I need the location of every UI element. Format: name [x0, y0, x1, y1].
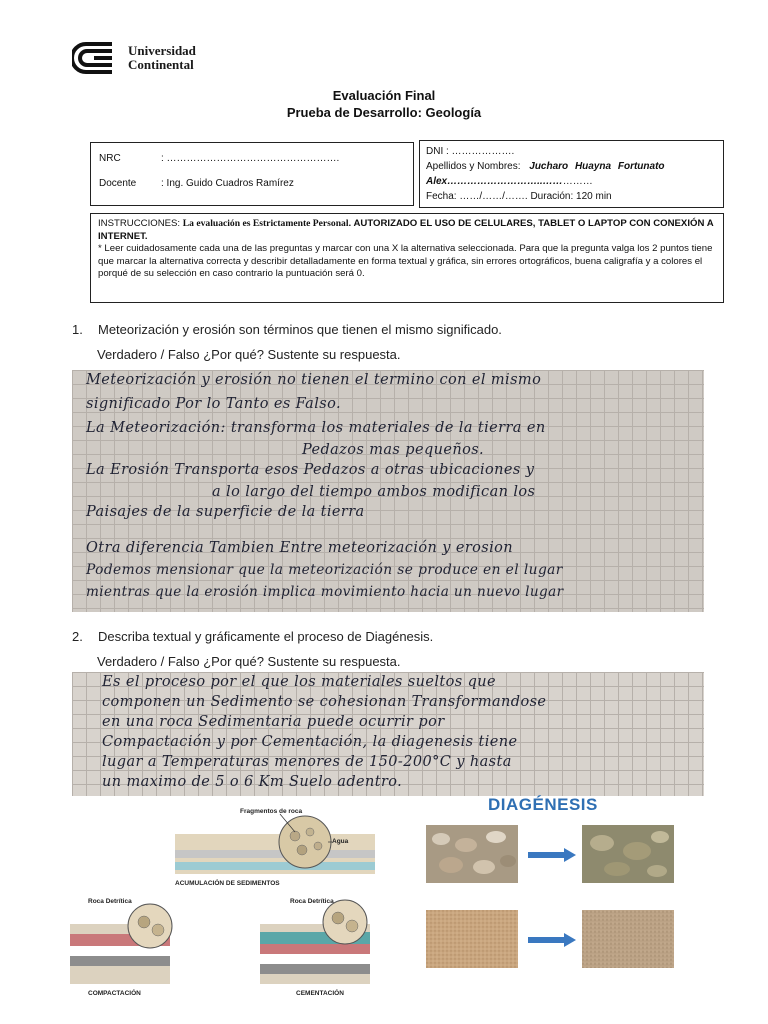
compaction-zoom — [128, 904, 172, 948]
nrc-label: NRC — [99, 153, 121, 164]
water-label: Agua — [332, 838, 349, 845]
sediment-layer — [175, 850, 375, 858]
dni-field: DNI : ………………. — [426, 146, 515, 157]
instructions-box — [90, 213, 724, 303]
answer-2-line: Compactación y por Cementación, la diagenesis tiene — [102, 734, 518, 750]
answer-2-line: lugar a Temperaturas menores de 150-200°C y hasta — [102, 754, 512, 770]
nrc-row — [99, 153, 405, 164]
docente-row — [99, 178, 405, 189]
answer-1-line: Pedazos mas pequeños. — [302, 442, 485, 458]
fragments-label: Fragmentos de roca — [240, 808, 303, 815]
apellidos-label: Apellidos y Nombres: — [426, 161, 521, 172]
university-logo — [72, 40, 196, 76]
answer-2-photo — [72, 672, 704, 796]
document-title: Evaluación Final — [332, 88, 436, 103]
sediment-diagram — [70, 806, 400, 1016]
alex-name: Alex………………………..…… — [426, 176, 563, 187]
arrow-right-icon — [528, 933, 576, 947]
cementation-layer — [260, 954, 370, 964]
question-1-text: Meteorización y erosión son términos que tienen el mismo significado. — [98, 322, 502, 337]
answer-2-line: componen un Sedimento se cohesionan Transformandose — [102, 694, 547, 710]
student-info-box — [419, 140, 724, 208]
logo-line1: Universidad — [128, 43, 196, 58]
question-2-sub: Verdadero / Falso ¿Por qué? Sustente su respuesta. — [97, 654, 401, 669]
loose-gravel-photo — [426, 825, 518, 883]
fecha-field: Fecha: ……/……/……. Duración: 120 min — [426, 191, 612, 202]
alex-row — [426, 174, 717, 189]
answer-1-line: Otra diferencia Tambien Entre meteorización y erosion — [86, 540, 514, 556]
detrital-rock-label-2: Roca Detrítica — [290, 898, 334, 905]
sandstone-photo — [582, 910, 674, 968]
instructions-body: * Leer cuidadosamente cada una de las preguntas y marcar con una X la alternativa seleccionada. Para que la pregunta valga los 2 puntos tiene que marcar la alternativa correcta y describir detalladamente en forma textual y gráfica, sin errores ortográficos, buena caligrafía y a colores el porqué de su selección en caso contrario la puntuación será 0. — [98, 243, 713, 280]
question-1-sub: Verdadero / Falso ¿Por qué? Sustente su respuesta. — [97, 347, 401, 362]
instructions-prefix: INSTRUCCIONES: — [98, 218, 183, 229]
question-2 — [72, 629, 433, 644]
cementation-layer — [260, 944, 370, 954]
arrow-right-icon — [528, 848, 576, 862]
cementation-layer — [260, 964, 370, 974]
alex-dots: ……… — [562, 176, 593, 187]
instructions-personal: La evaluación es Estrictamente Personal — [182, 218, 349, 229]
answer-2-line: Es el proceso por el que los materiales sueltos que — [102, 674, 496, 690]
compaction-label: COMPACTACIÓN — [88, 990, 141, 997]
conglomerate-photo — [582, 825, 674, 883]
nrc-value: : ……………………………………………. — [161, 153, 340, 164]
docente-label: Docente — [99, 178, 137, 189]
answer-1-line: a lo largo del tiempo ambos modifican los — [212, 484, 536, 500]
answer-1-photo — [72, 370, 704, 612]
apellidos-row — [426, 159, 717, 174]
question-1 — [72, 322, 502, 337]
answer-1-line: Paisajes de la superficie de la tierra — [86, 504, 365, 520]
diagenesis-figure — [420, 795, 720, 1020]
logo-text — [128, 44, 196, 72]
sediment-diagram-drawing — [70, 806, 400, 1016]
docente-value: : Ing. Guido Cuadros Ramírez — [161, 178, 294, 189]
compaction-layer — [70, 956, 170, 966]
answer-2-line: en una roca Sedimentaria puede ocurrir por — [102, 714, 445, 730]
course-info-box — [90, 142, 414, 206]
logo-icon — [72, 40, 120, 76]
accumulation-label: ACUMULACIÓN DE SEDIMENTOS — [175, 880, 280, 887]
detrital-rock-label-1: Roca Detrítica — [88, 898, 132, 905]
question-1-number: 1. — [72, 322, 83, 337]
cementation-label: CEMENTACIÓN — [296, 990, 344, 997]
answer-1-line: La Erosión Transporta esos Pedazos a otras ubicaciones y — [86, 462, 535, 478]
loose-sand-photo — [426, 910, 518, 968]
question-2-number: 2. — [72, 629, 83, 644]
sediment-layer — [175, 862, 375, 870]
logo-line2: Continental — [128, 57, 194, 72]
question-2-text: Describa textual y gráficamente el proceso de Diagénesis. — [98, 629, 434, 644]
answer-1-line: Podemos mensionar que la meteorización se produce en el lugar — [86, 562, 563, 578]
answer-1-line: significado Por lo Tanto es Falso. — [86, 396, 341, 412]
cementation-zoom — [323, 900, 367, 944]
instructions-autorizado: . AUTORIZADO EL USO DE CELULARES, TABLET O LAPTOP CON CONEXIÓN A INTERNET. — [98, 218, 714, 242]
answer-1-line: mientras que la erosión implica movimiento hacia un nuevo lugar — [86, 584, 564, 600]
answer-1-line: Meteorización y erosión no tienen el termino con el mismo — [86, 372, 542, 388]
apellidos-value: Jucharo Huayna Fortunato — [529, 161, 665, 172]
rock-fragments-zoom — [279, 816, 331, 868]
answer-2-line: un maximo de 5 o 6 Km Suelo adentro. — [102, 774, 403, 790]
document-subtitle: Prueba de Desarrollo: Geología — [286, 105, 482, 120]
answer-1-line: La Meteorización: transforma los materiales de la tierra en — [86, 420, 546, 436]
diagenesis-title: DIAGÉNESIS — [488, 795, 598, 814]
